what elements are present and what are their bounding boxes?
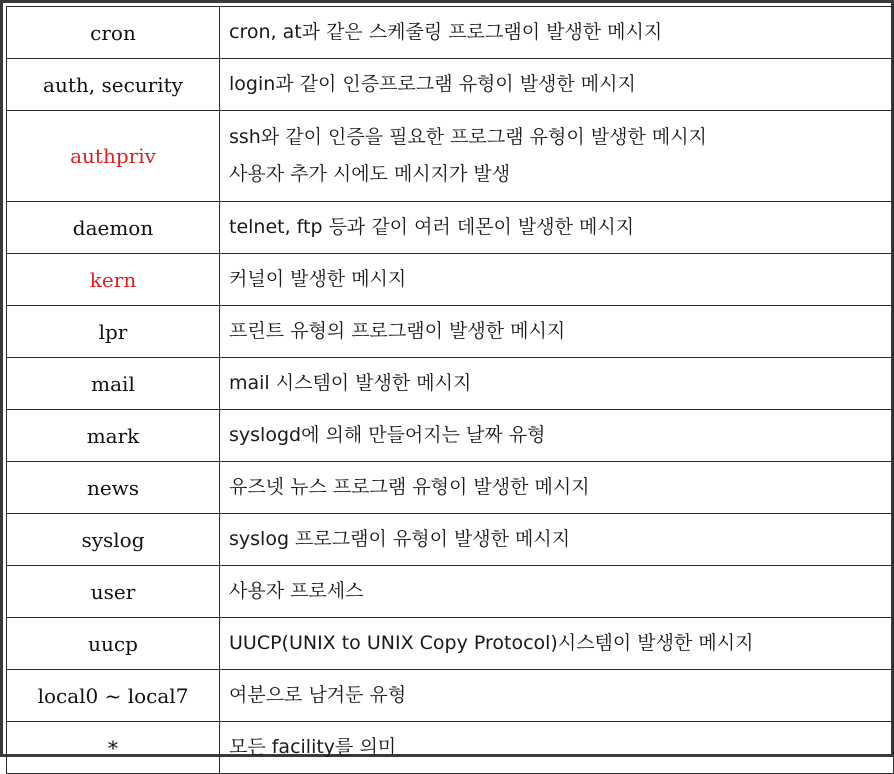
facility-name: news xyxy=(7,462,220,514)
facility-description: 사용자 프로세스 xyxy=(220,566,894,618)
table-row xyxy=(7,566,894,618)
facility-description: 프린트 유형의 프로그램이 발생한 메시지 xyxy=(220,306,894,358)
table-row xyxy=(7,306,894,358)
facility-description: 유즈넷 뉴스 프로그램 유형이 발생한 메시지 xyxy=(220,462,894,514)
table-row xyxy=(7,358,894,410)
facility-name: mark xyxy=(7,410,220,462)
table-row xyxy=(7,254,894,306)
table-row xyxy=(7,410,894,462)
facility-name: daemon xyxy=(7,202,220,254)
description-line-2: 사용자 추가 시에도 메시지가 발생 xyxy=(229,162,511,185)
table-row xyxy=(7,618,894,670)
facility-description: login과 같이 인증프로그램 유형이 발생한 메시지 xyxy=(220,59,894,111)
table-row xyxy=(7,670,894,722)
description-line-1: ssh와 같이 인증을 필요한 프로그램 유형이 발생한 메시지 xyxy=(229,125,707,148)
facility-description: UUCP(UNIX to UNIX Copy Protocol)시스템이 발생한 메시지 xyxy=(220,618,894,670)
facility-name: syslog xyxy=(7,514,220,566)
facility-description: 여분으로 남겨둔 유형 xyxy=(220,670,894,722)
table-row xyxy=(7,514,894,566)
facility-description: mail 시스템이 발생한 메시지 xyxy=(220,358,894,410)
facility-name: mail xyxy=(7,358,220,410)
facility-description: cron, at과 같은 스케줄링 프로그램이 발생한 메시지 xyxy=(220,7,894,59)
table-row xyxy=(7,202,894,254)
facility-name: auth, security xyxy=(7,59,220,111)
table-row xyxy=(7,59,894,111)
table-row xyxy=(7,462,894,514)
table-row xyxy=(7,7,894,59)
facility-description: telnet, ftp 등과 같이 여러 데몬이 발생한 메시지 xyxy=(220,202,894,254)
facility-name: local0 ~ local7 xyxy=(7,670,220,722)
facility-description: 커널이 발생한 메시지 xyxy=(220,254,894,306)
facility-name: user xyxy=(7,566,220,618)
facility-name: lpr xyxy=(7,306,220,358)
facility-name: uucp xyxy=(7,618,220,670)
facility-name: authpriv xyxy=(7,111,220,202)
facility-name: kern xyxy=(7,254,220,306)
facility-name: * xyxy=(7,722,220,774)
table-row xyxy=(7,722,894,774)
facility-description xyxy=(220,111,894,202)
facility-description: syslogd에 의해 만들어지는 날짜 유형 xyxy=(220,410,894,462)
facility-description: syslog 프로그램이 유형이 발생한 메시지 xyxy=(220,514,894,566)
facility-name: cron xyxy=(7,7,220,59)
facility-description: 모든 facility를 의미 xyxy=(220,722,894,774)
facility-table xyxy=(6,6,894,774)
table-row xyxy=(7,111,894,202)
